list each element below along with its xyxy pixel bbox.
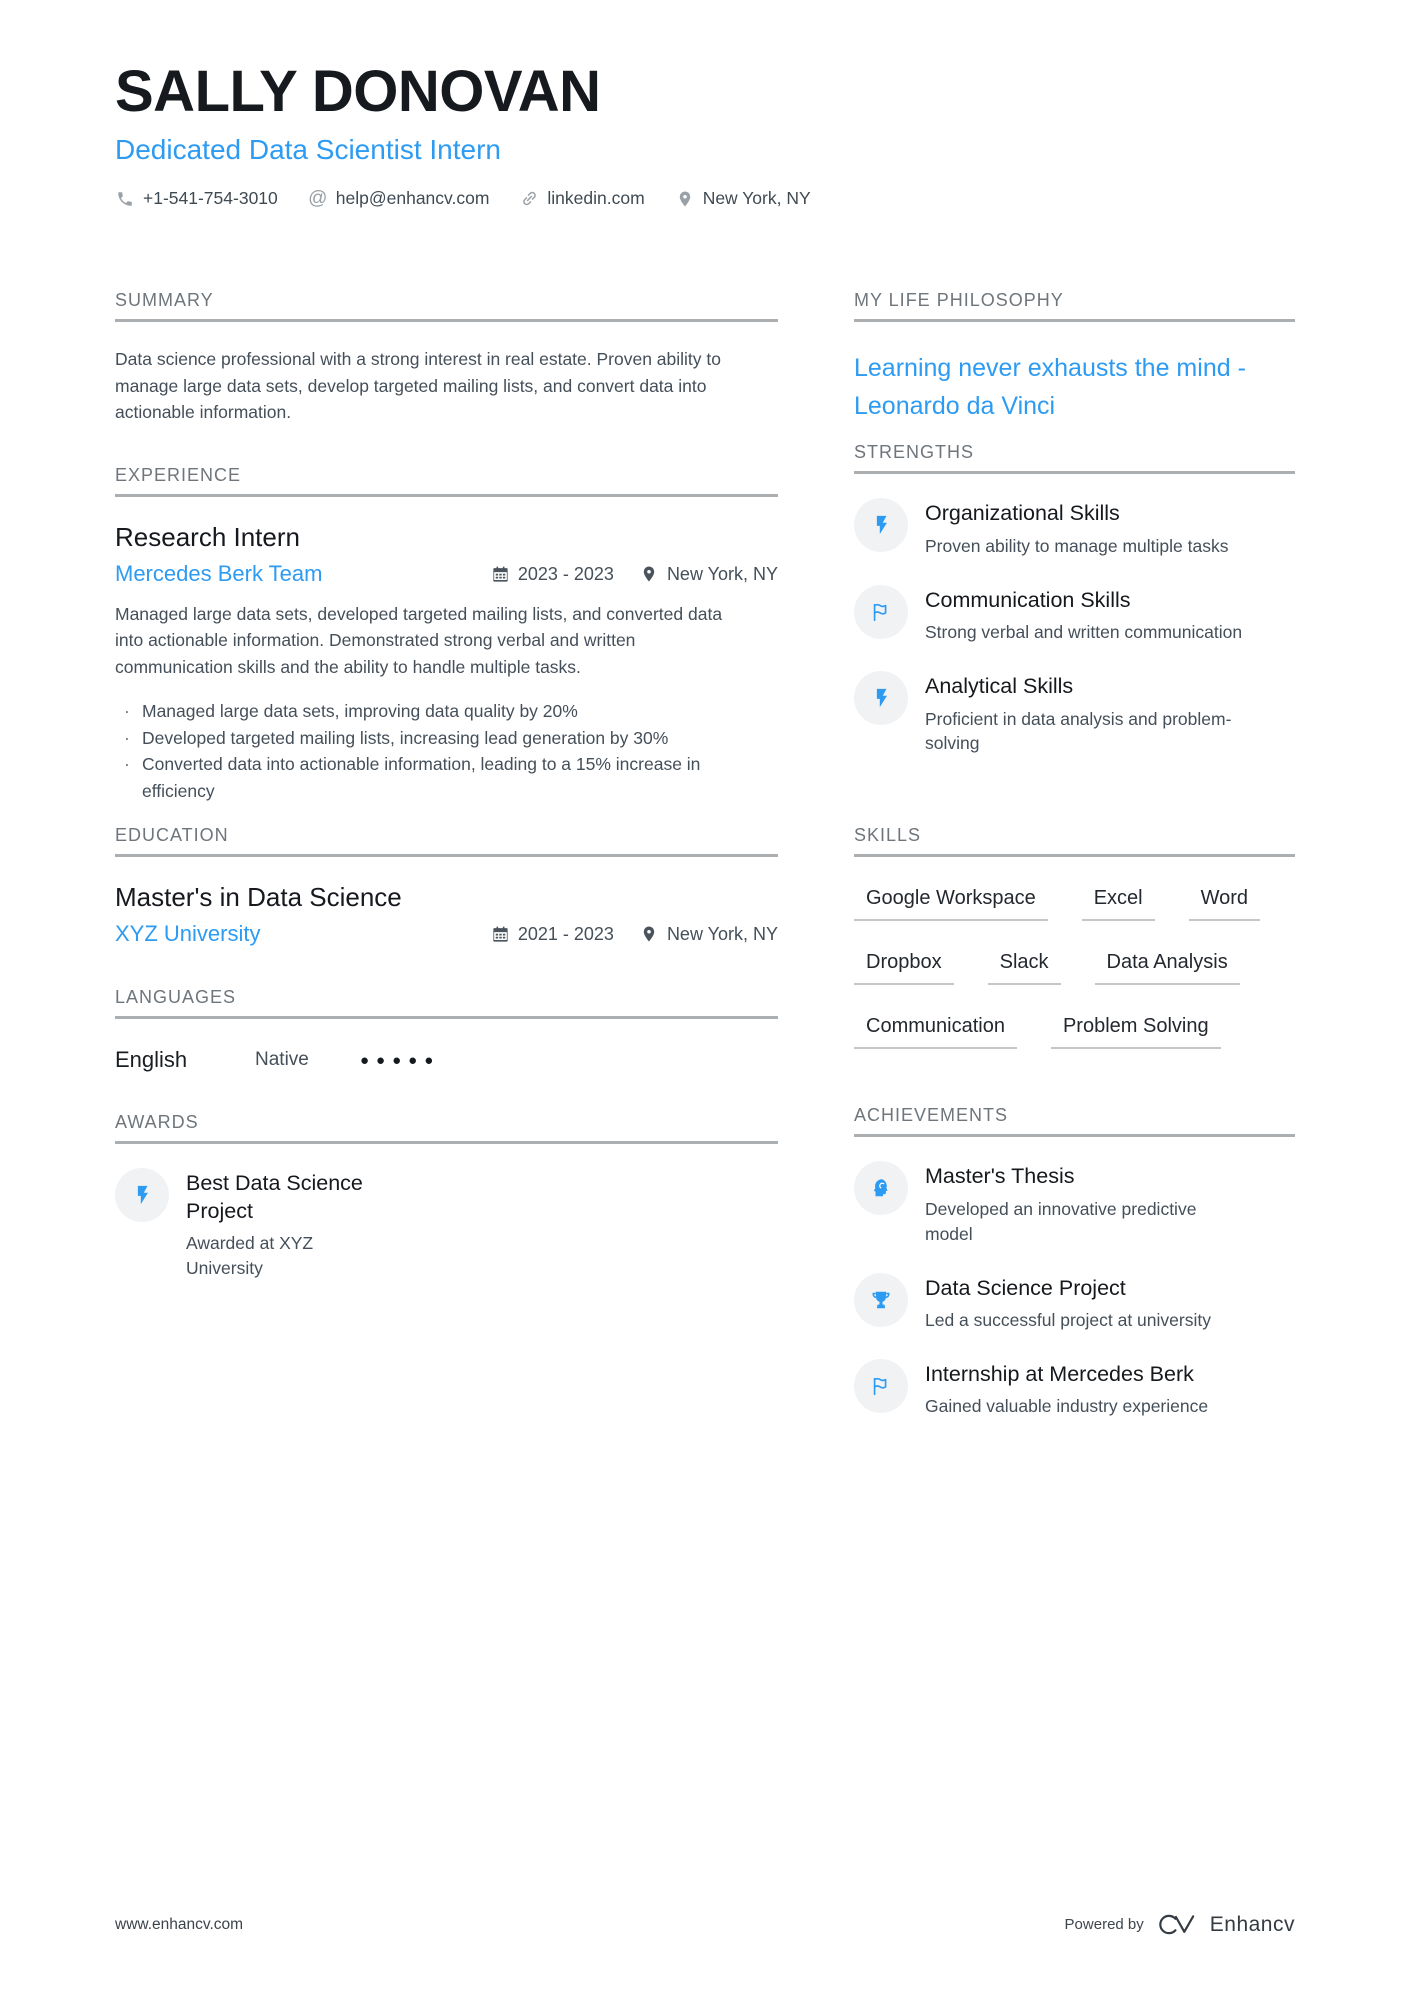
- strength-title: Analytical Skills: [925, 674, 1074, 699]
- phone-icon: [115, 189, 135, 209]
- experience-location-text: New York, NY: [666, 563, 778, 584]
- achievements-section: [854, 1103, 1295, 1445]
- summary-heading: SUMMARY: [115, 288, 778, 322]
- powered-by-label: Powered by: [1064, 1916, 1144, 1933]
- experience-bullet: · Managed large data sets, improving data quality by 20%: [115, 698, 715, 725]
- achievement-text: [925, 1273, 1211, 1333]
- skill-tag: Word: [1189, 887, 1260, 921]
- contact-phone-text: +1-541-754-3010: [143, 188, 278, 209]
- experience-meta: [491, 564, 778, 585]
- experience-description: Managed large data sets, developed targeted mailing lists, and converted data into actionable information. Demonstrated strong verbal and written communication skills and the ability to handle multiple tasks.: [115, 603, 723, 677]
- strengths-heading: STRENGTHS: [854, 440, 1295, 474]
- footer-website-link[interactable]: www.enhancv.com: [115, 1915, 244, 1933]
- award-subtitle: Awarded at XYZ University: [186, 1233, 314, 1279]
- experience-bullet: · Developed targeted mailing lists, increasing lead generation by 30%: [115, 725, 715, 752]
- head-brain-icon: [854, 1161, 908, 1215]
- skill-tag: Problem Solving: [1051, 1015, 1221, 1049]
- enhancv-logo-icon: [1156, 1912, 1198, 1937]
- strengths-section: [854, 440, 1295, 782]
- language-row: [115, 1047, 778, 1073]
- contact-phone[interactable]: [115, 188, 278, 209]
- philosophy-heading: MY LIFE PHILOSOPHY: [854, 288, 1295, 322]
- strength-description: Proven ability to manage multiple tasks: [925, 535, 1229, 556]
- trophy-icon: [854, 1273, 908, 1327]
- skill-tag: Communication: [854, 1015, 1017, 1049]
- strength-item: [854, 498, 1295, 558]
- achievement-item: [854, 1273, 1295, 1333]
- experience-role: Research Intern: [115, 522, 300, 553]
- strength-title: Communication Skills: [925, 587, 1131, 612]
- flag-icon: [854, 585, 908, 639]
- contact-linkedin-text: linkedin.com: [547, 188, 645, 209]
- strength-description: Proficient in data analysis and problem-solving: [925, 708, 1232, 754]
- experience-dates: [491, 564, 614, 585]
- achievement-title: Data Science Project: [925, 1275, 1126, 1300]
- person-headline: Dedicated Data Scientist Intern: [115, 133, 501, 165]
- education-subrow: [115, 920, 778, 949]
- powered-by-enhancv[interactable]: [1065, 1912, 1295, 1937]
- contact-email-text: help@enhancv.com: [335, 188, 490, 209]
- strength-item: [854, 671, 1295, 756]
- languages-heading: LANGUAGES: [115, 985, 778, 1019]
- contact-email[interactable]: [308, 188, 490, 209]
- awards-section: [115, 1110, 778, 1307]
- page-footer: [115, 1912, 1295, 1937]
- language-name: English: [115, 1047, 188, 1073]
- summary-text: Data science professional with a strong interest in real estate. Proven ability to manage large data sets, develop targeted mailing lists, and convert data into actionable information.: [115, 349, 722, 423]
- at-icon: @: [308, 188, 328, 210]
- skill-tag: Google Workspace: [854, 887, 1048, 921]
- resume-header: [115, 59, 1295, 210]
- experience-company: Mercedes Berk Team: [115, 561, 323, 587]
- skill-tag: Excel: [1082, 887, 1155, 921]
- lightning-icon: [854, 498, 908, 552]
- skill-tag: Slack: [988, 951, 1061, 985]
- location-icon: [675, 189, 695, 209]
- strength-item: [854, 585, 1295, 645]
- award-text: [186, 1168, 366, 1281]
- experience-bullets: [115, 698, 778, 804]
- languages-section: [115, 985, 778, 1073]
- award-title: Best Data Science Project: [186, 1171, 363, 1223]
- strength-text: [925, 585, 1242, 645]
- skills-heading: SKILLS: [854, 823, 1295, 857]
- achievement-description: Developed an innovative predictive model: [925, 1198, 1197, 1244]
- philosophy-quote: Learning never exhausts the mind - Leonardo da Vinci: [854, 354, 1246, 420]
- experience-heading: EXPERIENCE: [115, 463, 778, 497]
- flag-icon: [854, 1359, 908, 1413]
- language-level: Native: [255, 1049, 309, 1071]
- education-location: [640, 924, 778, 945]
- language-rating-dots: ●●●●●: [360, 1051, 441, 1069]
- achievements-heading: ACHIEVEMENTS: [854, 1103, 1295, 1137]
- strength-title: Organizational Skills: [925, 501, 1120, 526]
- contact-row: [115, 188, 1295, 209]
- experience-dates-text: 2023 - 2023: [517, 563, 614, 584]
- strength-text: [925, 498, 1228, 558]
- education-school: XYZ University: [115, 921, 261, 947]
- education-dates: [491, 924, 614, 945]
- strength-text: [925, 671, 1243, 756]
- education-meta: [491, 924, 778, 945]
- skills-list: [854, 887, 1295, 1049]
- philosophy-section: [854, 288, 1295, 425]
- education-heading: EDUCATION: [115, 823, 778, 857]
- education-entry: [115, 881, 778, 948]
- skill-tag: Data Analysis: [1095, 951, 1240, 985]
- achievement-description: Gained valuable industry experience: [925, 1396, 1209, 1417]
- location-icon: [640, 565, 659, 584]
- achievement-title: Master's Thesis: [925, 1164, 1075, 1189]
- location-icon: [640, 925, 659, 944]
- strength-description: Strong verbal and written communication: [925, 622, 1243, 643]
- award-item: [115, 1168, 778, 1281]
- achievement-text: [925, 1161, 1225, 1246]
- experience-bullet: · Converted data into actionable information, leading to a 15% increase in efficiency: [115, 751, 715, 804]
- education-location-text: New York, NY: [666, 923, 778, 944]
- achievement-title: Internship at Mercedes Berk: [925, 1361, 1194, 1386]
- achievement-text: [925, 1359, 1208, 1419]
- awards-heading: AWARDS: [115, 1110, 778, 1144]
- experience-subrow: [115, 560, 778, 589]
- calendar-icon: [491, 925, 510, 944]
- experience-location: [640, 564, 778, 585]
- experience-section: [115, 463, 778, 804]
- skills-section: [854, 823, 1295, 1049]
- achievement-item: [854, 1359, 1295, 1419]
- contact-linkedin[interactable]: [519, 188, 644, 209]
- calendar-icon: [491, 565, 510, 584]
- experience-entry: [115, 521, 778, 804]
- achievement-description: Led a successful project at university: [925, 1310, 1211, 1331]
- enhancv-brand-name: Enhancv: [1209, 1912, 1295, 1936]
- achievement-item: [854, 1161, 1295, 1246]
- education-section: [115, 823, 778, 949]
- summary-section: [115, 288, 778, 426]
- education-dates-text: 2021 - 2023: [517, 923, 614, 944]
- contact-location: [675, 188, 811, 209]
- skill-tag: Dropbox: [854, 951, 954, 985]
- contact-location-text: New York, NY: [702, 188, 811, 209]
- education-degree: Master's in Data Science: [115, 882, 402, 913]
- link-icon: [519, 189, 539, 209]
- lightning-icon: [115, 1168, 169, 1222]
- person-name: SALLY DONOVAN: [115, 59, 601, 124]
- lightning-icon: [854, 671, 908, 725]
